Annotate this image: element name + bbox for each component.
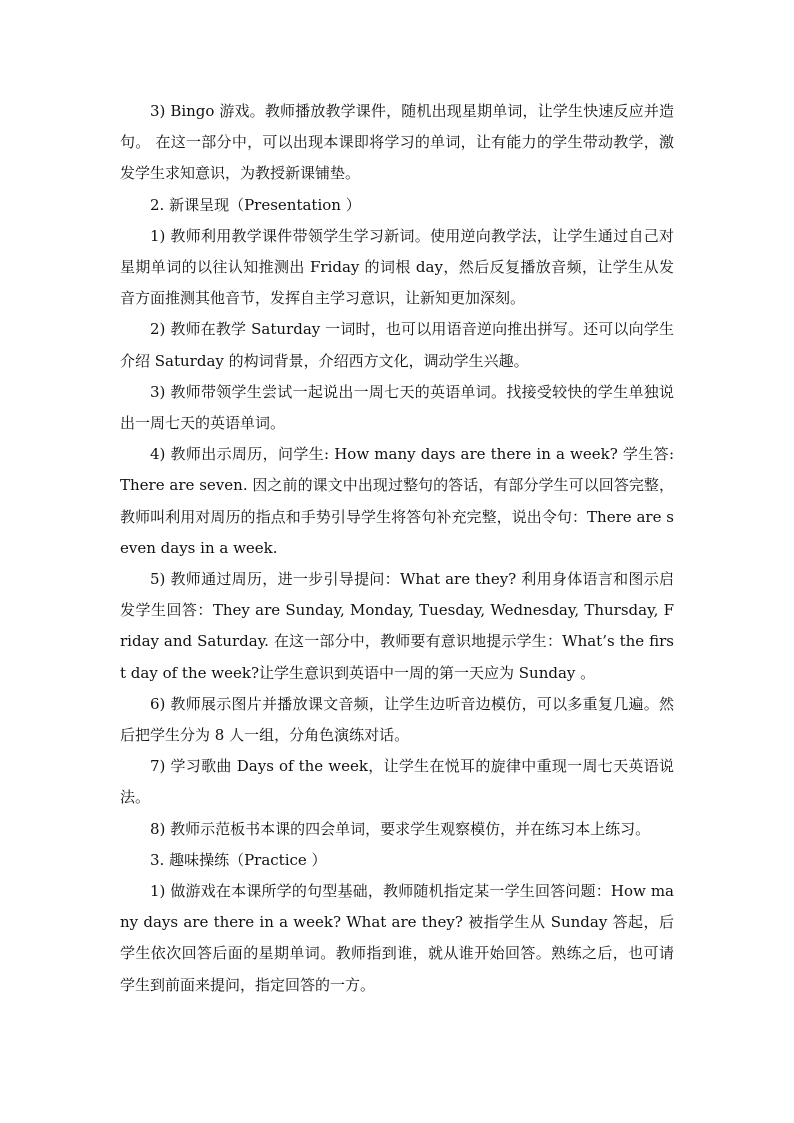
section-heading-presentation: 2. 新课呈现（Presentation ） xyxy=(150,195,361,214)
paragraph-presentation-1: 1) 教师利用教学课件带领学生学习新词。使用逆向教学法，让学生通过自己对星期单词的以往认知推测出 Friday 的词根 day，然后反复播放音频，让学生从发音方面推测其他音节，发挥自主学习意识，让新知更加深刻。 xyxy=(120,226,674,308)
paragraph-presentation-4: 4) 教师出示周历，问学生: How many days are there in a week? 学生答: There are seven. 因之前的课文中出现过整句的答话，有部分学生可以回答完整，教师叫利用对周历的指点和手势引导学生将答句补充完整，说出令句：There are seven days in a week. xyxy=(120,445,674,557)
document-page xyxy=(120,96,674,1001)
paragraph-presentation-8: 8) 教师示范板书本课的四会单词，要求学生观察模仿，并在练习本上练习。 xyxy=(150,819,651,838)
paragraph-presentation-6: 6) 教师展示图片并播放课文音频，让学生边听音边模仿，可以多重复几遍。然后把学生分为 8 人一组，分角色演练对话。 xyxy=(120,694,674,745)
paragraph-practice-1: 1) 做游戏在本课所学的句型基础，教师随机指定某一学生回答问题：How many days are there in a week? What are they? 被指学生从 Sunday 答起，后学生依次回答后面的星期单词。教师指到谁，就从谁开始回答。熟练之后，也可请学生到前面来提问，指定回答的一方。 xyxy=(120,882,674,994)
paragraph-presentation-5: 5) 教师通过周历，进一步引导提问：What are they? 利用身体语言和图示启发学生回答：They are Sunday, Monday, Tuesday, Wednesday, Thursday, Friday and Saturday. 在这一部分中，教师要有意识地提示学生：What’s the first day of the week?让学生意识到英语中一周的第一天应为 Sunday 。 xyxy=(120,570,674,682)
paragraph-presentation-3: 3) 教师带领学生尝试一起说出一周七天的英语单词。找接受较快的学生单独说出一周七天的英语单词。 xyxy=(120,382,674,433)
paragraph-presentation-7: 7) 学习歌曲 Days of the week，让学生在悦耳的旋律中重现一周七天英语说法。 xyxy=(120,757,674,807)
section-heading-practice: 3. 趣味操练（Practice ） xyxy=(150,850,327,869)
paragraph-presentation-2: 2) 教师在教学 Saturday 一词时，也可以用语音逆向推出拼写。还可以向学生介绍 Saturday 的构词背景，介绍西方文化，调动学生兴趣。 xyxy=(120,320,674,370)
paragraph-bingo-game: 3) Bingo 游戏。教师播放教学课件，随机出现星期单词，让学生快速反应并造句。 在这一部分中，可以出现本课即将学习的单词，让有能力的学生带动教学，激发学生求知意识，为教授新课铺垫。 xyxy=(120,102,674,183)
